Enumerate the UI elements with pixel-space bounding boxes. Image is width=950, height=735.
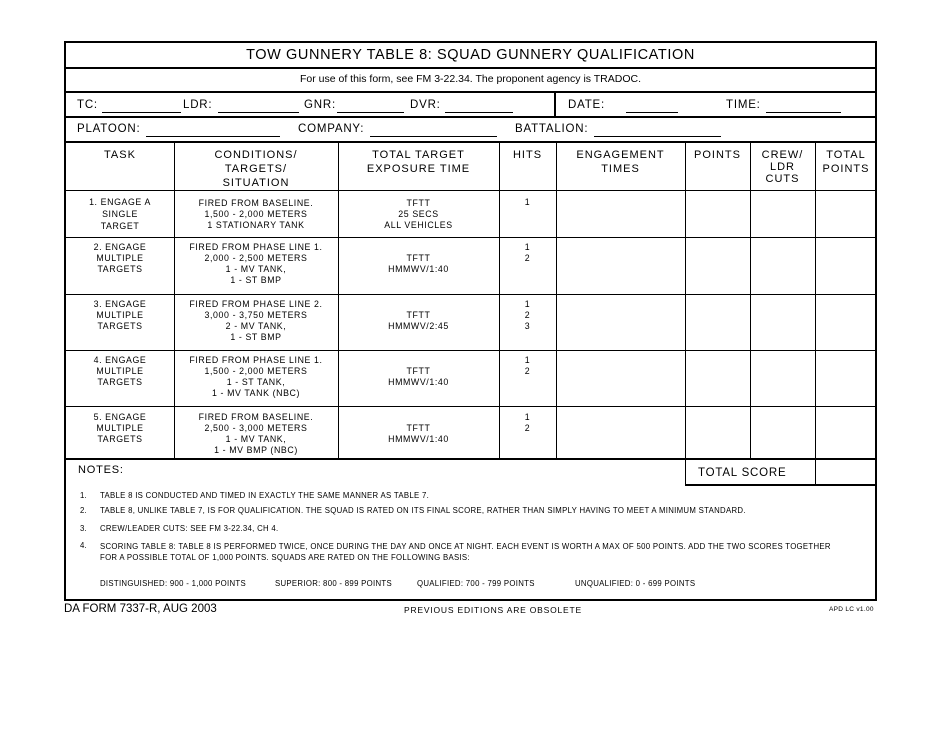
divider	[554, 91, 556, 116]
col-header-engagement: ENGAGEMENT TIMES	[576, 149, 665, 175]
divider	[66, 116, 875, 118]
note-number: 2.	[80, 506, 87, 515]
col-header-hits: HITS	[512, 149, 543, 161]
version-label: APD LC v1.00	[829, 606, 874, 613]
battalion-field[interactable]	[594, 136, 721, 137]
platoon-label: PLATOON:	[77, 123, 141, 135]
col-header-exposure: TOTAL TARGET EXPOSURE TIME	[366, 149, 471, 175]
tc-label: TC:	[77, 99, 98, 111]
col-divider	[338, 141, 339, 459]
table-row-task: 5. ENGAGE MULTIPLE TARGETS	[93, 412, 147, 444]
ldr-label: LDR:	[183, 99, 213, 111]
row-divider	[66, 294, 875, 295]
table-row-conditions: FIRED FROM PHASE LINE 2. 3,000 - 3,750 METERS 2 - MV TANK, 1 - ST BMP	[189, 299, 323, 342]
form-subtitle: For use of this form, see FM 3-22.34. The proponent agency is TRADOC.	[299, 73, 641, 85]
table-row-hits: 1 2	[524, 412, 531, 433]
gnr-label: GNR:	[304, 99, 336, 111]
table-row-task: 4. ENGAGE MULTIPLE TARGETS	[93, 355, 147, 387]
note-number: 1.	[80, 491, 87, 500]
total-score-label: TOTAL SCORE	[698, 467, 787, 479]
platoon-field[interactable]	[146, 136, 280, 137]
table-row-conditions: FIRED FROM BASELINE. 2,500 - 3,000 METERS 1 - MV TANK, 1 - MV BMP (NBC)	[198, 412, 314, 455]
table-bottom	[66, 458, 875, 460]
rating-qualified: QUALIFIED: 700 - 799 POINTS	[417, 579, 535, 588]
obsolete-notice: PREVIOUS EDITIONS ARE OBSOLETE	[404, 605, 582, 615]
table-row-exposure: TFTT HMMWV/1:40	[388, 253, 449, 274]
table-row-exposure: TFTT 25 SECS ALL VEHICLES	[384, 198, 453, 230]
note-item: CREW/LEADER CUTS: SEE FM 3-22.34, CH 4.	[100, 524, 279, 533]
form-id: DA FORM 7337-R, AUG 2003	[64, 603, 217, 615]
note-item: TABLE 8 IS CONDUCTED AND TIMED IN EXACTLY THE SAME MANNER AS TABLE 7.	[100, 491, 430, 500]
note-number: 4.	[80, 541, 87, 550]
col-header-points: POINTS	[694, 149, 741, 161]
table-row-task: 3. ENGAGE MULTIPLE TARGETS	[93, 299, 147, 331]
dvr-label: DVR:	[410, 99, 441, 111]
tc-field[interactable]	[102, 112, 181, 113]
divider	[66, 67, 875, 69]
table-row-conditions: FIRED FROM PHASE LINE 1. 2,000 - 2,500 METERS 1 - MV TANK, 1 - ST BMP	[189, 242, 323, 285]
table-row-hits: 1 2	[524, 355, 531, 376]
date-label: DATE:	[568, 99, 606, 111]
note-item: TABLE 8, UNLIKE TABLE 7, IS FOR QUALIFICATION. THE SQUAD IS RATED ON ITS FINAL SCORE, RATHER THAN SIMPLY HAVING TO MEET A MINIMUM STANDARD.	[100, 506, 746, 515]
col-divider	[750, 141, 751, 459]
divider	[66, 91, 875, 93]
company-label: COMPANY:	[298, 123, 365, 135]
col-header-task: TASK	[104, 149, 136, 161]
table-row-conditions: FIRED FROM PHASE LINE 1. 1,500 - 2,000 METERS 1 - ST TANK, 1 - MV TANK (NBC)	[189, 355, 323, 398]
notes-label: NOTES:	[78, 464, 124, 476]
note-number: 3.	[80, 524, 87, 533]
table-row-exposure: TFTT HMMWV/1:40	[388, 366, 449, 387]
time-field[interactable]	[766, 112, 841, 113]
col-divider	[556, 141, 557, 459]
table-row-hits: 1	[524, 197, 531, 207]
table-row-exposure: TFTT HMMWV/2:45	[388, 310, 449, 331]
rating-distinguished: DISTINGUISHED: 900 - 1,000 POINTS	[100, 579, 246, 588]
table-row-exposure: TFTT HMMWV/1:40	[388, 423, 449, 444]
rating-superior: SUPERIOR: 800 - 899 POINTS	[275, 579, 392, 588]
row-divider	[66, 350, 875, 351]
col-header-crew-cuts: CREW/ LDR CUTS	[761, 149, 804, 185]
rating-unqualified: UNQUALIFIED: 0 - 699 POINTS	[575, 579, 696, 588]
col-header-total-points: TOTAL POINTS	[822, 149, 870, 175]
row-divider	[66, 190, 875, 191]
ldr-field[interactable]	[218, 112, 299, 113]
table-row-conditions: FIRED FROM BASELINE. 1,500 - 2,000 METERS 1 STATIONARY TANK	[198, 198, 314, 230]
table-row-hits: 1 2	[524, 242, 531, 263]
col-header-conditions: CONDITIONS/ TARGETS/ SITUATION	[214, 149, 298, 189]
dvr-field[interactable]	[445, 112, 513, 113]
note-item: SCORING TABLE 8: TABLE 8 IS PERFORMED TWICE, ONCE DURING THE DAY AND ONCE AT NIGHT. EACH EVENT IS WORTH A MAX OF 500 POINTS. ADD THE TWO SCORES TOGETHER FOR A POSSIBLE TOTAL OF 1,000 POINTS. SQUADS ARE RATED ON THE FOLLOWING BASIS:	[100, 542, 831, 562]
col-divider	[685, 141, 686, 484]
time-label: TIME:	[726, 99, 761, 111]
battalion-label: BATTALION:	[515, 123, 589, 135]
total-score-bottom	[685, 484, 875, 486]
table-row-task: 2. ENGAGE MULTIPLE TARGETS	[93, 242, 147, 274]
company-field[interactable]	[370, 136, 497, 137]
date-field[interactable]	[626, 112, 678, 113]
gunnery-form	[64, 41, 877, 601]
row-divider	[66, 406, 875, 407]
table-row-hits: 1 2 3	[524, 299, 531, 331]
gnr-field[interactable]	[337, 112, 404, 113]
form-title: TOW GUNNERY TABLE 8: SQUAD GUNNERY QUALIFICATION	[246, 47, 695, 63]
row-divider	[66, 237, 875, 238]
table-row-task: 1. ENGAGE A SINGLE TARGET	[89, 197, 151, 231]
col-divider	[815, 141, 816, 484]
divider	[66, 141, 875, 143]
